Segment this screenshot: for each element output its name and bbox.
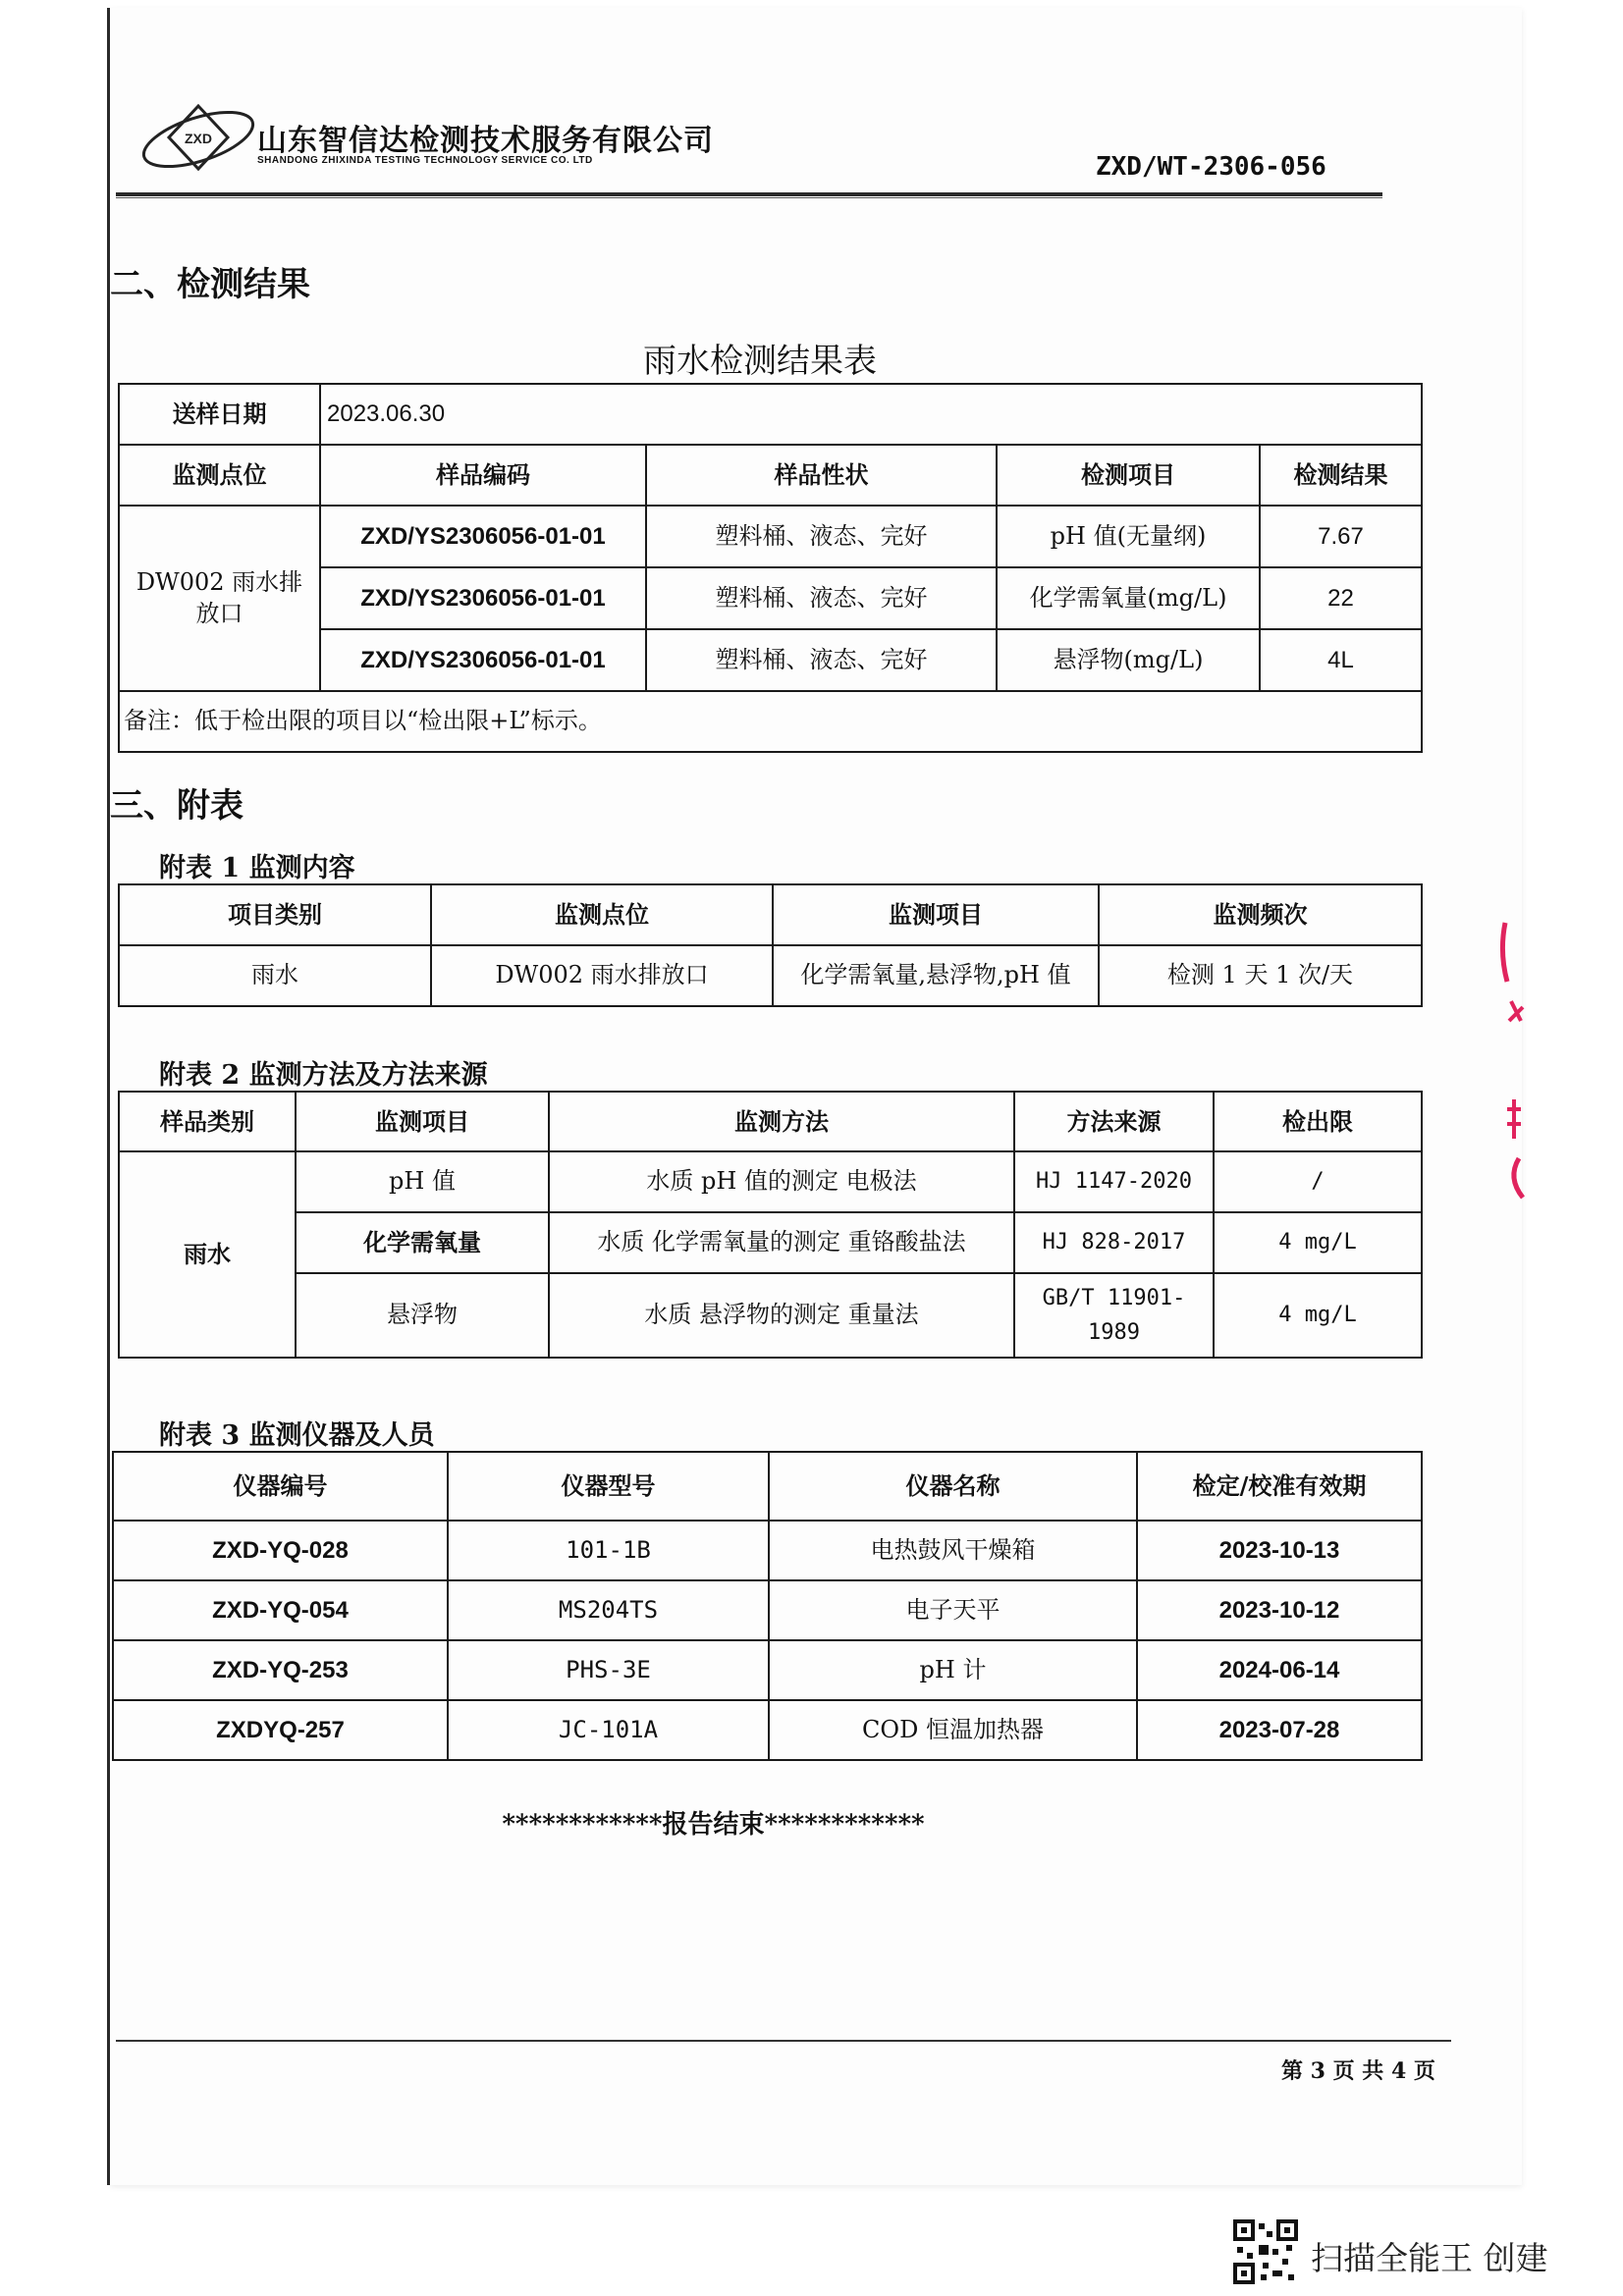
header-divider-thin [116,197,1382,198]
header-divider [116,192,1382,196]
monitor-item: 悬浮物 [296,1273,549,1358]
test-result: 7.67 [1260,506,1422,567]
table-row [119,384,1422,445]
instrument-id: ZXD-YQ-253 [113,1640,448,1700]
method-source: HJ 828-2017 [1014,1212,1214,1273]
header-cell: 监测项目 [773,884,1099,945]
table-row [119,691,1422,752]
instrument-name: pH 计 [769,1640,1137,1700]
monitor-item: pH 值 [296,1151,549,1212]
page-number: 第 3 页 共 4 页 [1281,2058,1435,2084]
instrument-name: 电热鼓风干燥箱 [769,1521,1137,1580]
calibration-date: 2024-06-14 [1137,1640,1422,1700]
sample-state: 塑料桶、液态、完好 [646,629,997,691]
results-table [118,383,1423,753]
note-cell: 备注：低于检出限的项目以“检出限+L”标示。 [119,691,1422,752]
attach1-table [118,883,1423,1007]
test-result: 4L [1260,629,1422,691]
section-title-attachments: 三、附表 [110,786,243,826]
header-cell: 仪器名称 [769,1452,1137,1521]
instrument-model: PHS-3E [448,1640,769,1700]
table-cell: DW002 雨水排放口 [431,945,773,1006]
header-cell: 样品类别 [119,1092,296,1151]
header-cell: 监测频次 [1099,884,1422,945]
instrument-model: MS204TS [448,1580,769,1640]
sample-code: ZXD/YS2306056-01-01 [320,629,646,691]
report-end-marker: ************报告结束************ [502,1810,925,1840]
instrument-id: ZXDYQ-257 [113,1700,448,1760]
detection-limit: / [1214,1151,1422,1212]
test-item: 悬浮物(mg/L) [997,629,1260,691]
section-title-results: 二、检测结果 [110,265,310,304]
header-cell: 监测方法 [549,1092,1014,1151]
method-source: GB/T 11901-1989 [1014,1273,1214,1358]
table-header-row [113,1452,1422,1521]
svg-text:ZXD: ZXD [185,131,212,146]
table-row [113,1521,1422,1580]
header-cell: 检测结果 [1260,445,1422,506]
attach3-title: 附表 3 监测仪器及人员 [159,1420,435,1451]
header-cell: 仪器型号 [448,1452,769,1521]
table-header-row [119,445,1422,506]
date-label: 送样日期 [119,384,320,445]
sample-code: ZXD/YS2306056-01-01 [320,506,646,567]
monitor-method: 水质 悬浮物的测定 重量法 [549,1273,1014,1358]
calibration-date: 2023-10-13 [1137,1521,1422,1580]
calibration-date: 2023-07-28 [1137,1700,1422,1760]
table-row [119,945,1422,1006]
header-cell: 检定/校准有效期 [1137,1452,1422,1521]
header-cell: 样品编码 [320,445,646,506]
sample-state: 塑料桶、液态、完好 [646,567,997,629]
header-cell: 方法来源 [1014,1092,1214,1151]
test-item: 化学需氧量(mg/L) [997,567,1260,629]
monitor-item: 化学需氧量 [296,1212,549,1273]
company-name-en: SHANDONG ZHIXINDA TESTING TECHNOLOGY SERVICE CO. LTD [257,155,593,166]
table-row [119,1273,1422,1358]
table-row [119,1151,1422,1212]
header-cell: 检测项目 [997,445,1260,506]
instrument-name: COD 恒温加热器 [769,1700,1137,1760]
table-cell: 雨水 [119,945,431,1006]
instrument-model: JC-101A [448,1700,769,1760]
table-row [119,1212,1422,1273]
table-header-row [119,1092,1422,1151]
qr-code-icon [1232,2218,1299,2285]
sample-code: ZXD/YS2306056-01-01 [320,567,646,629]
instrument-id: ZXD-YQ-054 [113,1580,448,1640]
report-number: ZXD/WT-2306-056 [1096,152,1326,182]
sample-state: 塑料桶、液态、完好 [646,506,997,567]
test-result: 22 [1260,567,1422,629]
instrument-model: 101-1B [448,1521,769,1580]
header-cell: 项目类别 [119,884,431,945]
attach3-table [112,1451,1423,1761]
scanner-watermark: 扫描全能王 创建 [1311,2239,1548,2277]
header-cell: 样品性状 [646,445,997,506]
table-cell: 检测 1 天 1 次/天 [1099,945,1422,1006]
instrument-name: 电子天平 [769,1580,1137,1640]
date-value: 2023.06.30 [320,384,1422,445]
monitoring-point-cell: DW002 雨水排放口 [119,506,320,691]
attach1-title: 附表 1 监测内容 [159,853,355,883]
header-cell: 监测点位 [119,445,320,506]
table-row [113,1640,1422,1700]
header-cell: 检出限 [1214,1092,1422,1151]
instrument-id: ZXD-YQ-028 [113,1521,448,1580]
red-stamp-fragment [1497,913,1527,1207]
table-row [113,1700,1422,1760]
method-source: HJ 1147-2020 [1014,1151,1214,1212]
table-row [119,506,1422,567]
monitor-method: 水质 化学需氧量的测定 重铬酸盐法 [549,1212,1014,1273]
attach2-table [118,1091,1423,1359]
header-cell: 仪器编号 [113,1452,448,1521]
table-header-row [119,884,1422,945]
detection-limit: 4 mg/L [1214,1273,1422,1358]
sample-category-cell: 雨水 [119,1151,296,1358]
company-logo [137,96,260,177]
test-item: pH 值(无量纲) [997,506,1260,567]
calibration-date: 2023-10-12 [1137,1580,1422,1640]
header-cell: 监测项目 [296,1092,549,1151]
monitor-method: 水质 pH 值的测定 电极法 [549,1151,1014,1212]
table-cell: 化学需氧量,悬浮物,pH 值 [773,945,1099,1006]
attach2-title: 附表 2 监测方法及方法来源 [159,1060,488,1091]
footer-divider [116,2040,1451,2042]
header-cell: 监测点位 [431,884,773,945]
detection-limit: 4 mg/L [1214,1212,1422,1273]
table-row [113,1580,1422,1640]
company-name-cn: 山东智信达检测技术服务有限公司 [257,124,714,158]
results-table-title: 雨水检测结果表 [643,342,877,381]
